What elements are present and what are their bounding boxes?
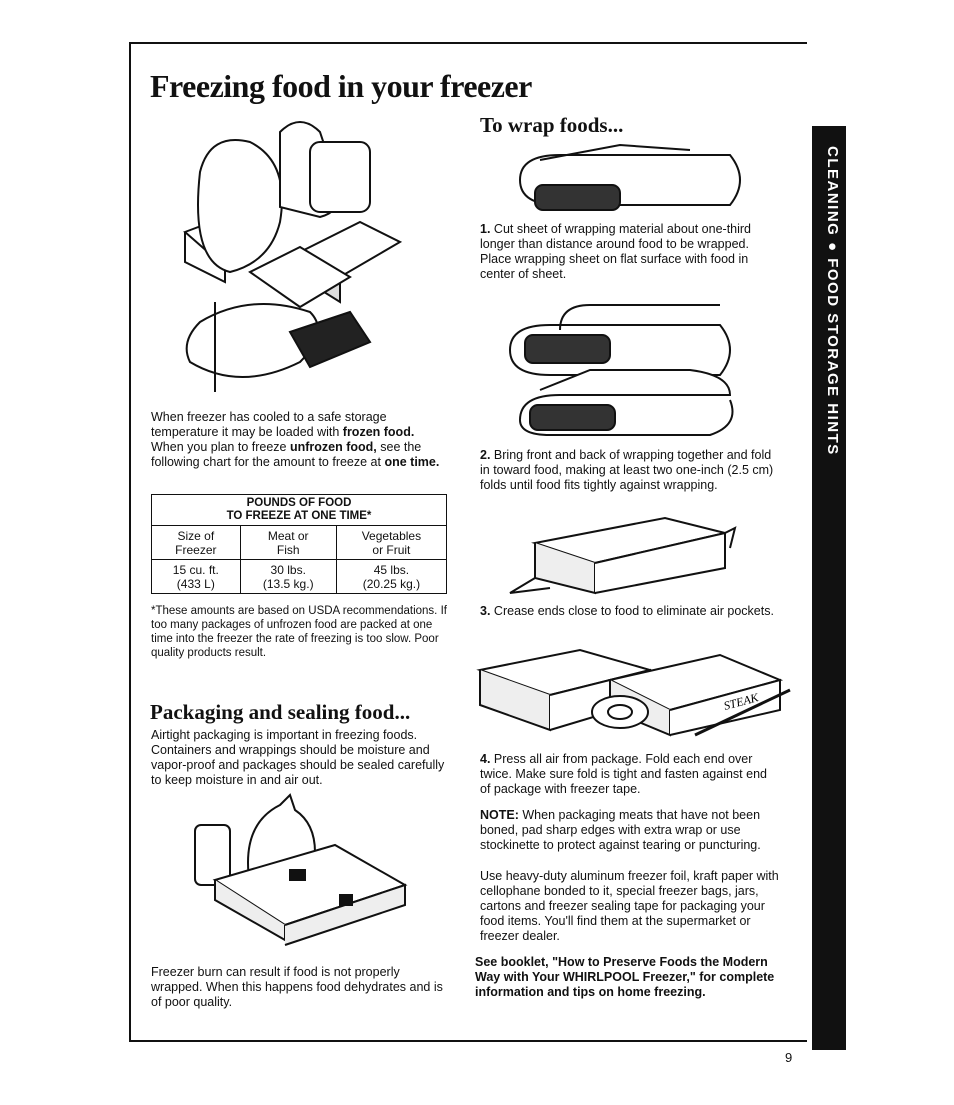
section-side-tab	[812, 126, 846, 1050]
col-veg-line2: or Fruit	[372, 542, 411, 557]
step4-text	[480, 752, 780, 797]
step4-number: 4.	[480, 752, 491, 766]
step2-text	[480, 448, 780, 493]
wrap-step2-illustration	[500, 295, 750, 445]
intro-bold-3: one time.	[384, 455, 440, 469]
col-veg-line1: Vegetables	[361, 528, 422, 543]
col-meat-header	[240, 526, 336, 560]
col-size-header	[152, 526, 241, 560]
packaging-heading: Packaging and sealing food...	[150, 700, 411, 724]
intro-bold-1: frozen food.	[342, 425, 415, 439]
note-body: When packaging meats that have not been boned, pad sharp edges with extra wrap or use stockinette to protect against tearing or puncturing.	[480, 808, 761, 852]
cell-size-line2: (433 L)	[176, 576, 215, 591]
col-meat-line2: Fish	[276, 542, 300, 557]
table-footnote: *These amounts are based on USDA recommendations. If too many packages of unfrozen food are packed at one time into the freezer the rate of freezing is too slow. Poor quality products result.	[151, 605, 447, 659]
side-tab-label: CLEANING ● FOOD STORAGE HINTS	[824, 146, 841, 456]
cell-veg-line2: (20.25 kg.)	[362, 576, 421, 591]
table-header-line1: POUNDS OF FOOD	[246, 497, 352, 509]
cell-meat-line2: (13.5 kg.)	[262, 576, 314, 591]
cell-meat-line1: 30 lbs.	[270, 562, 306, 577]
step2-body: Bring front and back of wrapping together and fold in toward food, making at least two one-inch (2.5 cm) folds until food fits tightly against wrapping.	[480, 448, 774, 492]
col-size-line2: Freezer	[175, 542, 217, 557]
intro-paragraph	[151, 410, 448, 470]
intro-text-1: When freezer has cooled to a safe storage temperature it may be loaded with	[151, 410, 387, 439]
packaging-paragraph: Airtight packaging is important in freezing foods. Containers and wrappings should be moisture and vapor-proof and packages should be sealed carefully to keep moisture in and air out.	[151, 728, 445, 787]
wrap-step4-illustration	[470, 640, 800, 750]
cell-size-line1: 15 cu. ft.	[172, 562, 219, 577]
freezer-bag-illustration	[190, 790, 420, 960]
step1-number: 1.	[480, 222, 491, 236]
note-label: NOTE:	[480, 808, 519, 822]
col-meat-line1: Meat or	[267, 528, 309, 543]
wrap-step1-illustration	[500, 140, 750, 220]
intro-text-3: see the following chart for the amount to freeze at	[151, 440, 422, 469]
step2-number: 2.	[480, 448, 491, 462]
wrap-heading: To wrap foods...	[480, 113, 624, 137]
materials-paragraph: Use heavy-duty aluminum freezer foil, kraft paper with cellophane bonded to it, special freezer bags, jars, cartons and freezer sealing tape for packaging your food items. You'll find them at the supermarket or freezer dealer.	[480, 869, 779, 943]
step4-body: Press all air from package. Fold each end over twice. Make sure fold is tight and fasten against end of package with freezer tape.	[480, 752, 767, 796]
page-number: 9	[785, 1050, 793, 1065]
wrap-step3-illustration	[505, 508, 745, 603]
col-veg-header	[336, 526, 446, 560]
cell-veg-line1: 45 lbs.	[373, 562, 410, 577]
freezer-burn-paragraph: Freezer burn can result if food is not properly wrapped. When this happens food dehydrates and is of poor quality.	[151, 965, 443, 1009]
table-header-line2: TO FREEZE AT ONE TIME*	[226, 510, 372, 522]
cell-meat	[240, 560, 336, 594]
step3-text	[480, 604, 780, 619]
step3-body: Crease ends close to food to eliminate air pockets.	[493, 604, 774, 618]
col-size-line1: Size of	[177, 528, 215, 543]
page-title: Freezing food in your freezer	[150, 68, 532, 104]
intro-bold-2: unfrozen food,	[289, 440, 377, 454]
step1-text	[480, 222, 780, 282]
frozen-food-illustration	[170, 112, 410, 394]
cell-size	[152, 560, 241, 594]
note-paragraph	[480, 808, 780, 853]
step3-number: 3.	[480, 604, 491, 618]
cell-veg	[336, 560, 446, 594]
steak-label: STEAK	[722, 690, 760, 713]
booklet-paragraph: See booklet, "How to Preserve Foods the Modern Way with Your WHIRLPOOL Freezer," for complete information and tips on home freezing.	[475, 955, 775, 999]
table-header	[152, 495, 447, 526]
intro-text-2: When you plan to freeze	[151, 440, 290, 454]
step1-body: Cut sheet of wrapping material about one-third longer than distance around food to be wrapped. Place wrapping sheet on flat surface with food in center of sheet.	[480, 222, 752, 281]
pounds-of-food-table	[151, 494, 447, 594]
